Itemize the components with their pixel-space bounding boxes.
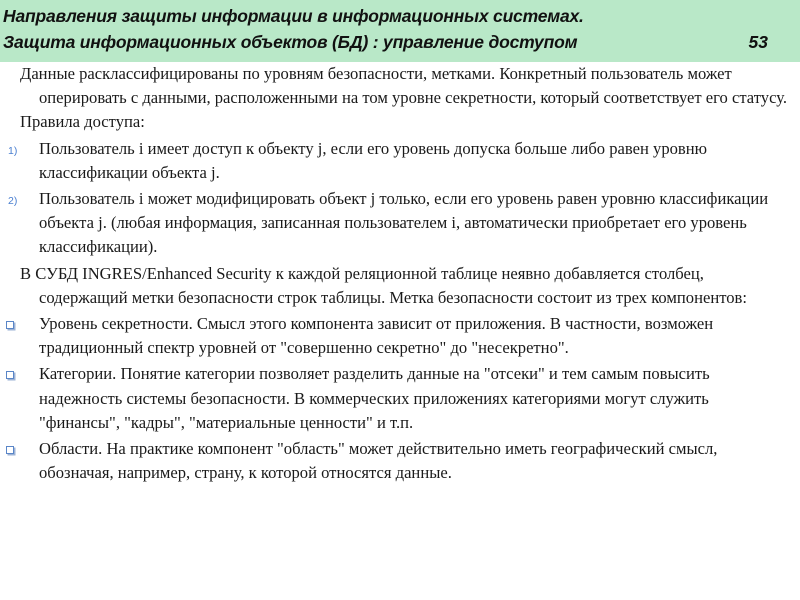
- square-bullet-icon: [6, 371, 14, 379]
- component-text-2: Категории. Понятие категории позволяет разделить данные на "отсеки" и тем самым повысить надежность системы безопасности. В коммерческих приложениях категориями могут служить "финансы", "кадры", "материальные ценности" и т.п.: [39, 364, 710, 432]
- rule-number-1: 1): [8, 144, 18, 157]
- component-text-3: Области. На практике компонент "область" может действительно иметь географический смысл, обозначая, например, страну, к которой относятся данные.: [39, 439, 718, 483]
- header-title-line-1: Направления защиты информации в информационных системах.: [3, 6, 584, 26]
- rule-item-2: [8, 187, 790, 260]
- component-item-3: [20, 437, 790, 485]
- rule-item-1: [8, 137, 790, 185]
- rule-text-2: Пользователь i может модифицировать объект j только, если его уровень равен уровню классификации объекта j. (любая информация, записанная пользователем i, автоматически приобретает его уровень классификации).: [39, 189, 769, 257]
- rule-text-1: Пользователь i имеет доступ к объекту j, если его уровень допуска больше либо равен уровню классификации объекта j.: [39, 138, 708, 182]
- ingres-paragraph: В СУБД INGRES/Enhanced Security к каждой реляционной таблице неявно добавляется столбец, содержащий метки безопасности строк таблицы. Метка безопасности состоит из трех компонентов:: [20, 263, 747, 307]
- slide-body: [8, 62, 790, 487]
- square-bullet-icon: [6, 321, 14, 329]
- slide-number: 53: [748, 32, 768, 52]
- component-text-1: Уровень секретности. Смысл этого компонента зависит от приложения. В частности, возможен традиционный спектр уровней от "совершенно секретно" до "несекретно".: [39, 314, 714, 358]
- rule-number-2: 2): [8, 195, 18, 208]
- square-bullet-icon: [6, 446, 14, 454]
- slide-header: [0, 0, 800, 62]
- rules-title: Правила доступа:: [20, 112, 145, 132]
- header-title-line-2: Защита информационных объектов (БД) : управление доступом: [3, 32, 578, 52]
- intro-paragraph: Данные расклассифицированы по уровням безопасности, метками. Конкретный пользователь может оперировать с данными, расположенными на том уровне секретности, который соответствует его статусу.: [20, 64, 788, 108]
- component-item-2: [20, 362, 790, 435]
- component-item-1: [20, 312, 790, 360]
